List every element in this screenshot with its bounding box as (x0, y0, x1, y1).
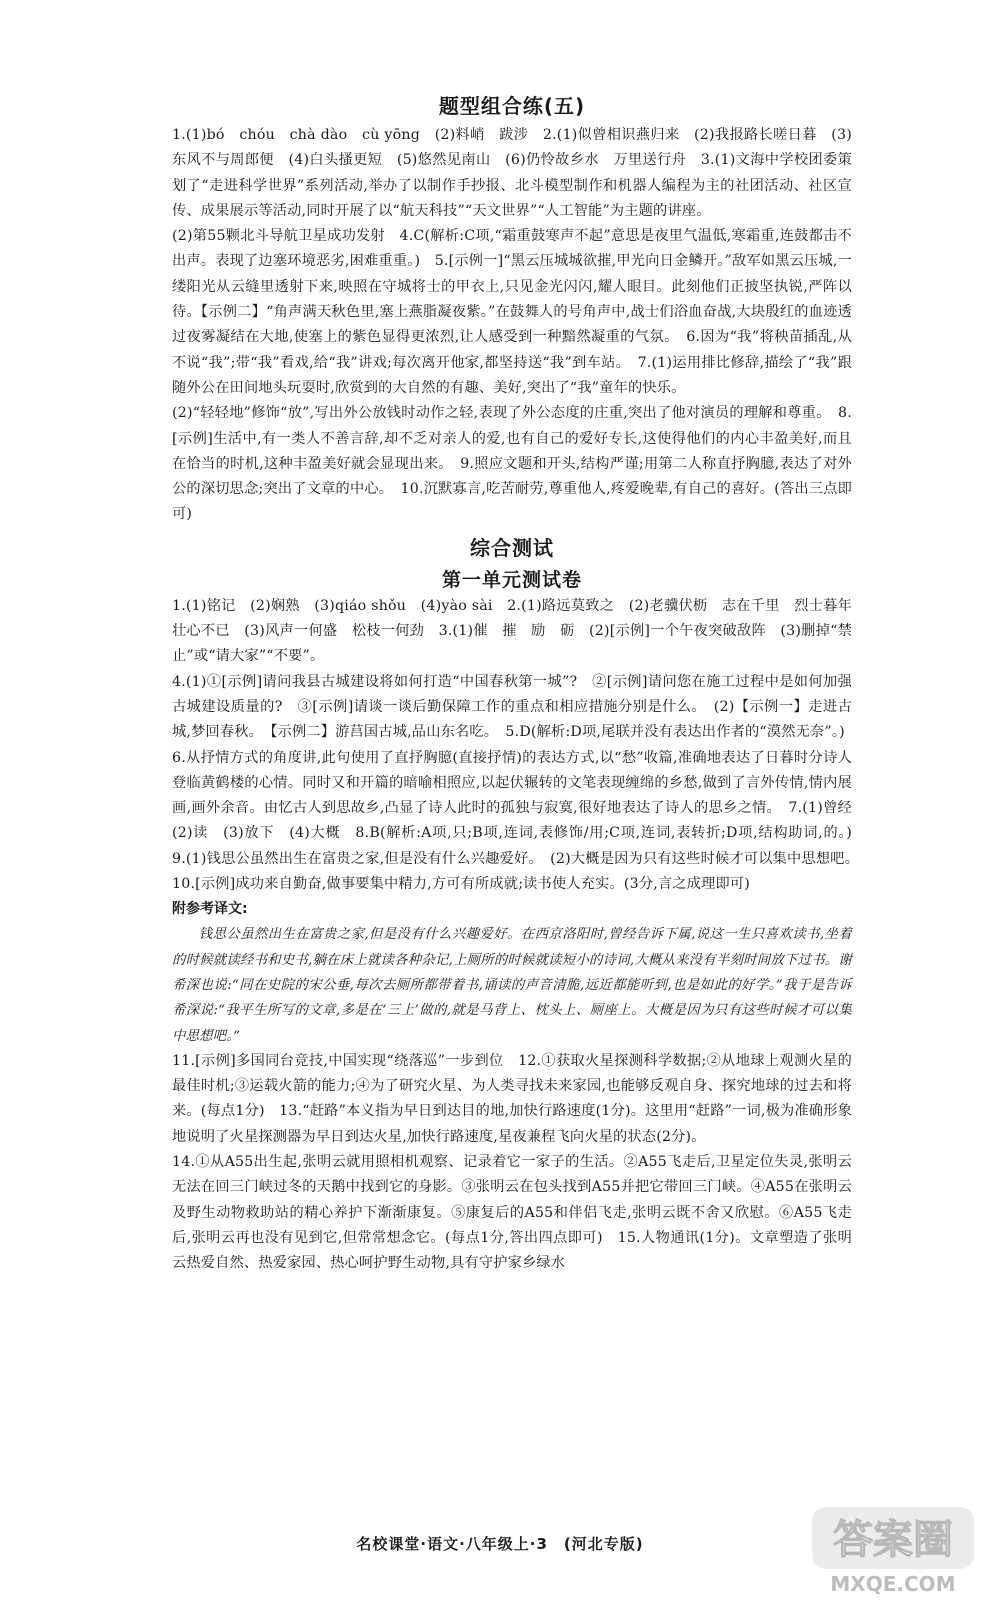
section-subtitle-unit-test: 第一单元测试卷 (441, 568, 582, 591)
section-title-comprehensive: 综合测试 (470, 535, 554, 560)
page-footer: 名校课堂·语文·八年级上·3 (河北专版) (356, 1535, 644, 1553)
answer-page (172, 90, 867, 1276)
watermark-url: MXQE.COM (830, 1572, 956, 1596)
reference-translation: 钱思公虽然出生在富贵之家,但是没有什么兴趣爱好。在西京洛阳时,曾经告诉下属,说这一生只喜欢读书,坐着的时候就读经书和史书,躺在床上就读各种杂记,上厕所的时候就读短小的诗词,大概从来没有半刻时间放下过书。谢希深也说:“同在史院的宋公垂,每次去厕所都带着书,诵读的声音清脆,远近都能听到,也是如此的好学。”我于是告诉希深说:“我平生所写的文章,多是在‘三上’做的,就是马背上、枕头上、厕座上。大概是因为只有这些时候才可以集中思想吧。” (172, 927, 852, 1044)
answer-paragraph: 11.[示例]多国同台竞技,中国实现“绕落巡”一步到位 12.①获取火星探测科学数据;②从地球上观测火星的最佳时机;③运载火箭的能力;④为了研究火星、为人类寻找未来家园,也能够反观自身、探究地球的过去和将来。(每点1分) 13.“赶路”本义指为早日到达目的地,加快行路速度(1分)。这里用“赶路”一词,极为准确形象地说明了火星探测器为早日到达火星,加快行路速度,星夜兼程飞向火星的状态(2分)。 (172, 1052, 852, 1145)
watermark-main-text: 答案圈 (833, 1517, 953, 1563)
answer-paragraph: 1.(1)bó chóu chà dào cù yōng (2)料峭 跋涉 2.(1)似曾相识燕归来 (2)我报路长嗟日暮 (3)东风不与周郎便 (4)白头搔更短 (5)悠然见南山 (6)仍怜故乡水 万里送行舟 3.(1)文海中学校团委策划了“走进科学世界”系列活动,举办了以制作手抄报、北斗模型制作和机器人编程为主的社团活动、社区宣传、成果展示等活动,同时开展了以“航天科技”“天文世界”“人工智能”为主题的讲座。 (172, 127, 852, 219)
answer-paragraph: (2)第55颗北斗导航卫星成功发射 4.C(解析:C项,“霜重鼓寒声不起”意思是夜里气温低,寒霜重,连鼓都击不出声。表现了边塞环境恶劣,困难重重。) 5.[示例一]“黑云压城城欲摧,甲光向日金鳞开。”敌军如黑云压城,一缕阳光从云缝里透射下来,映照在守城将士的甲衣上,只见金光闪闪,耀人眼目。此刻他们正披坚执锐,严阵以待。【示例二】“角声满天秋色里,塞上燕脂凝夜紫。”在鼓舞人的号角声中,战士们浴血奋战,大块殷红的血迹透过夜雾凝结在大地,使塞上的紫色显得更浓烈,让人感受到一种黯然凝重的气氛。 6.因为“我”将秧苗插乱,从不说“我”;带“我”看戏,给“我”讲戏;每次离开他家,都坚持送“我”到车站。 7.(1)运用排比修辞,描绘了“我”跟随外公在田间地头玩耍时,欣赏到的大自然的有趣、美好,突出了“我”童年的快乐。 (172, 228, 852, 396)
watermark-logo (808, 1503, 978, 1598)
answer-paragraph: 6.从抒情方式的角度讲,此句使用了直抒胸臆(直接抒情)的表达方式,以“愁”收篇,准确地表达了日暮时分诗人登临黄鹤楼的心情。同时又和开篇的暗喻相照应,以起伏辗转的文笔表现缠绵的乡愁,做到了言外传情,情内展画,画外余音。由忆古人到思故乡,凸显了诗人此时的孤独与寂寞,很好地表达了诗人的思乡之情。 7.(1)曾经 (2)读 (3)放下 (4)大概 8.B(解析:A项,只;B项,连词,表修饰/用;C项,连词,表转折;D项,结构助词,的。) 9.(1)钱思公虽然出生在富贵之家,但是没有什么兴趣爱好。 (2)大概是因为只有这些时候才可以集中思想吧。 10.[示例]成功来自勤奋,做事要集中精力,方可有所成就;读书使人充实。(3分,言之成理即可) (172, 749, 867, 893)
answer-paragraph: 1.(1)铭记 (2)娴熟 (3)qiáo shǒu (4)yào sài 2.(1)路远莫致之 (2)老骥伏枥 志在千里 烈士暮年 壮心不已 (3)风声一何盛 松枝一何劲 3.(1)催 摧 励 砺 (2)[示例]一个午夜突破敌阵 (3)删掉“禁止”或“请大家”“不要”。 (172, 597, 867, 665)
answer-paragraph: (2)“轻轻地”修饰“放”,写出外公放钱时动作之轻,表现了外公态度的庄重,突出了他对演员的理解和尊重。 8.[示例]生活中,有一类人不善言辞,却不乏对亲人的爱,也有自己的爱好专长,这使得他们的内心丰盈美好,而且在恰当的时机,这种丰盈美好就会显现出来。 9.照应文题和开头,结构严谨;用第二人称直抒胸臆,表达了对外公的深切思念;突出了文章的中心。 10.沉默寡言,吃苦耐劳,尊重他人,疼爱晚辈,有自己的喜好。(答出三点即可) (172, 405, 852, 523)
answer-paragraph: 4.(1)①[示例]请问我县古城建设将如何打造“中国春秋第一城”? ②[示例]请问您在施工过程中是如何加强古城建设质量的? ③[示例]请谈一谈后勤保障工作的重点和相应措施分别是什么。 (2)【示例一】走进古城,梦回春秋。 【示例二】游莒国古城,品山东名吃。 5.D(解析:D项,尾联并没有表达出作者的“漠然无奈”。) (172, 673, 852, 741)
appendix-label: 附参考译文: (172, 901, 248, 918)
watermark-icon (808, 1503, 978, 1598)
section-title-exercise: 题型组合练(五) (438, 94, 586, 118)
answer-paragraph: 14.①从A55出生起,张明云就用照相机观察、记录着它一家子的生活。②A55飞走后,卫星定位失灵,张明云无法在回三门峡过冬的天鹅中找到它的身影。③张明云在包头找到A55并把它带回三门峡。④A55在张明云及野生动物救助站的精心养护下渐渐康复。⑤康复后的A55和伴侣飞走,张明云既不舍又欣慰。⑥A55飞走后,张明云再也没有见到它,但常常想念它。(每点1分,答出四点即可) 15.人物通讯(1分)。文章塑造了张明云热爱自然、热爱家园、热心呵护野生动物,具有守护家乡绿水 (172, 1153, 852, 1272)
